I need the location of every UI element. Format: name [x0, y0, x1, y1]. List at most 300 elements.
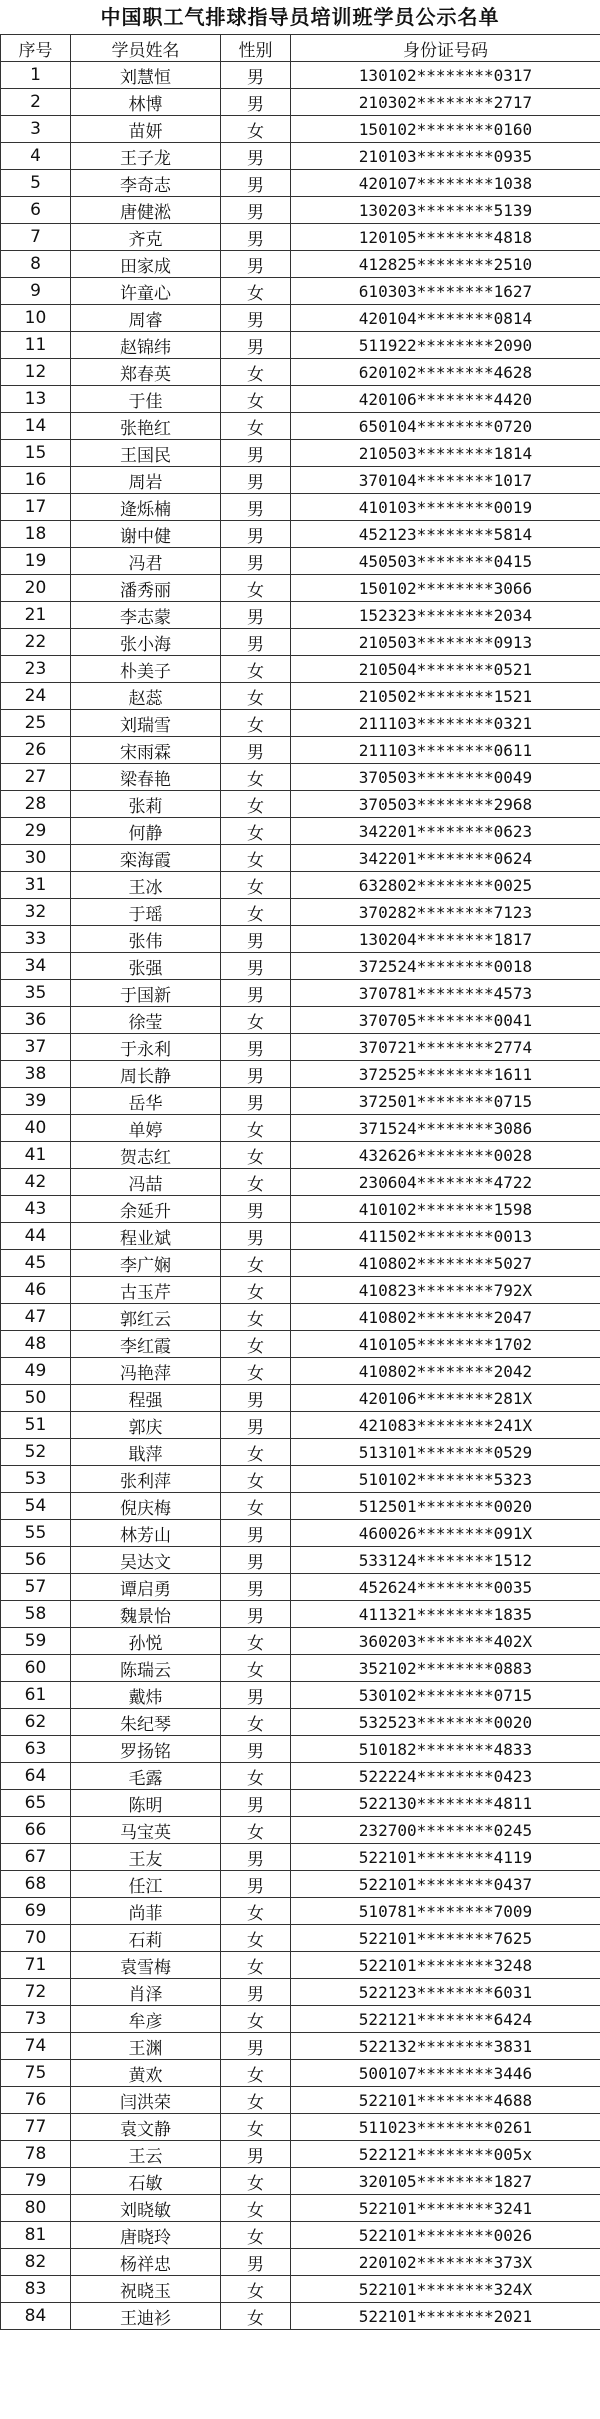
id-number: 510781********7009: [291, 1898, 600, 1925]
gender: 女: [221, 791, 291, 818]
id-number: 632802********0025: [291, 872, 600, 899]
id-number: 420106********4420: [291, 386, 600, 413]
student-name: 袁文静: [71, 2114, 221, 2141]
row-index: 39: [1, 1088, 71, 1115]
page-title: 中国职工气排球指导员培训班学员公示名单: [100, 5, 500, 29]
table-row: [1, 251, 600, 278]
student-name: 宋雨霖: [71, 737, 221, 764]
student-name: 任江: [71, 1871, 221, 1898]
row-index: 4: [1, 143, 71, 170]
row-index: 76: [1, 2087, 71, 2114]
id-number: 230604********4722: [291, 1169, 600, 1196]
row-index: 3: [1, 116, 71, 143]
table-row: [1, 2114, 600, 2141]
table-row: [1, 1574, 600, 1601]
row-index: 13: [1, 386, 71, 413]
gender: 男: [221, 440, 291, 467]
gender: 女: [221, 278, 291, 305]
gender: 女: [221, 1466, 291, 1493]
gender: 男: [221, 548, 291, 575]
row-index: 56: [1, 1547, 71, 1574]
table-row: [1, 2006, 600, 2033]
gender: 女: [221, 818, 291, 845]
student-name: 李红霞: [71, 1331, 221, 1358]
gender: 女: [221, 386, 291, 413]
id-number: 410105********1702: [291, 1331, 600, 1358]
gender: 男: [221, 305, 291, 332]
id-number: 452624********0035: [291, 1574, 600, 1601]
table-row: [1, 1196, 600, 1223]
student-name: 魏景怡: [71, 1601, 221, 1628]
table-row: [1, 305, 600, 332]
table-row: [1, 1439, 600, 1466]
row-index: 84: [1, 2303, 71, 2330]
row-index: 71: [1, 1952, 71, 1979]
row-index: 52: [1, 1439, 71, 1466]
student-name: 肖泽: [71, 1979, 221, 2006]
table-row: [1, 683, 600, 710]
row-index: 20: [1, 575, 71, 602]
id-number: 410103********0019: [291, 494, 600, 521]
student-name: 岳华: [71, 1088, 221, 1115]
table-row: [1, 1601, 600, 1628]
row-index: 34: [1, 953, 71, 980]
student-name: 梁春艳: [71, 764, 221, 791]
table-row: [1, 1142, 600, 1169]
table-row: [1, 440, 600, 467]
student-name: 石敏: [71, 2168, 221, 2195]
gender: 男: [221, 926, 291, 953]
row-index: 8: [1, 251, 71, 278]
student-name: 郭红云: [71, 1304, 221, 1331]
row-index: 41: [1, 1142, 71, 1169]
student-name: 张莉: [71, 791, 221, 818]
table-row: [1, 899, 600, 926]
student-name: 王云: [71, 2141, 221, 2168]
row-index: 64: [1, 1763, 71, 1790]
id-number: 522130********4811: [291, 1790, 600, 1817]
table-row: [1, 1385, 600, 1412]
row-index: 70: [1, 1925, 71, 1952]
table-row: [1, 2168, 600, 2195]
student-name: 冯君: [71, 548, 221, 575]
student-name: 齐克: [71, 224, 221, 251]
table-row: [1, 2060, 600, 2087]
student-name: 闫洪荣: [71, 2087, 221, 2114]
id-number: 510182********4833: [291, 1736, 600, 1763]
id-number: 211103********0321: [291, 710, 600, 737]
id-number: 410823********792X: [291, 1277, 600, 1304]
table-row: [1, 2033, 600, 2060]
row-index: 44: [1, 1223, 71, 1250]
row-index: 31: [1, 872, 71, 899]
table-row: [1, 1034, 600, 1061]
table-row: [1, 845, 600, 872]
row-index: 58: [1, 1601, 71, 1628]
table-row: [1, 1952, 600, 1979]
row-index: 66: [1, 1817, 71, 1844]
id-number: 522224********0423: [291, 1763, 600, 1790]
gender: 女: [221, 1709, 291, 1736]
id-number: 150102********0160: [291, 116, 600, 143]
id-number: 530102********0715: [291, 1682, 600, 1709]
gender: 男: [221, 1412, 291, 1439]
table-row: [1, 1979, 600, 2006]
student-name: 程业斌: [71, 1223, 221, 1250]
row-index: 72: [1, 1979, 71, 2006]
table-row: [1, 89, 600, 116]
table-row: [1, 1412, 600, 1439]
student-name: 王渊: [71, 2033, 221, 2060]
student-name: 王国民: [71, 440, 221, 467]
row-index: 16: [1, 467, 71, 494]
table-row: [1, 170, 600, 197]
id-number: 372525********1611: [291, 1061, 600, 1088]
student-name: 张利萍: [71, 1466, 221, 1493]
id-number: 410802********2042: [291, 1358, 600, 1385]
table-row: [1, 1304, 600, 1331]
row-index: 5: [1, 170, 71, 197]
id-number: 370781********4573: [291, 980, 600, 1007]
row-index: 67: [1, 1844, 71, 1871]
row-index: 40: [1, 1115, 71, 1142]
header-index: 序号: [1, 35, 71, 62]
gender: 男: [221, 2141, 291, 2168]
row-index: 83: [1, 2276, 71, 2303]
row-index: 53: [1, 1466, 71, 1493]
gender: 男: [221, 494, 291, 521]
gender: 女: [221, 2087, 291, 2114]
student-name: 刘瑞雪: [71, 710, 221, 737]
table-row: [1, 1331, 600, 1358]
id-number: 522101********4119: [291, 1844, 600, 1871]
table-row: [1, 1925, 600, 1952]
student-name: 吴达文: [71, 1547, 221, 1574]
row-index: 29: [1, 818, 71, 845]
gender: 女: [221, 1358, 291, 1385]
student-name: 古玉芹: [71, 1277, 221, 1304]
id-number: 522101********0437: [291, 1871, 600, 1898]
gender: 女: [221, 872, 291, 899]
gender: 女: [221, 2168, 291, 2195]
row-index: 50: [1, 1385, 71, 1412]
id-number: 210503********1814: [291, 440, 600, 467]
student-name: 陈明: [71, 1790, 221, 1817]
id-number: 522101********3248: [291, 1952, 600, 1979]
gender: 女: [221, 359, 291, 386]
id-number: 410802********5027: [291, 1250, 600, 1277]
table-row: [1, 1169, 600, 1196]
student-name: 谭启勇: [71, 1574, 221, 1601]
id-number: 610303********1627: [291, 278, 600, 305]
id-number: 320105********1827: [291, 2168, 600, 2195]
id-number: 371524********3086: [291, 1115, 600, 1142]
table-row: [1, 1790, 600, 1817]
table-body: [1, 62, 600, 2330]
id-number: 522121********6424: [291, 2006, 600, 2033]
gender: 男: [221, 737, 291, 764]
gender: 男: [221, 332, 291, 359]
gender: 男: [221, 980, 291, 1007]
student-name: 于国新: [71, 980, 221, 1007]
table-row: [1, 2276, 600, 2303]
table-row: [1, 2303, 600, 2330]
id-number: 210103********0935: [291, 143, 600, 170]
table-row: [1, 737, 600, 764]
table-row: [1, 1007, 600, 1034]
student-name: 郑春英: [71, 359, 221, 386]
gender: 女: [221, 116, 291, 143]
id-number: 421083********241X: [291, 1412, 600, 1439]
row-index: 77: [1, 2114, 71, 2141]
gender: 男: [221, 170, 291, 197]
student-name: 赵蕊: [71, 683, 221, 710]
table-row: [1, 629, 600, 656]
row-index: 82: [1, 2249, 71, 2276]
student-name: 田家成: [71, 251, 221, 278]
gender: 女: [221, 2195, 291, 2222]
id-number: 522101********2021: [291, 2303, 600, 2330]
id-number: 411502********0013: [291, 1223, 600, 1250]
table-row: [1, 1763, 600, 1790]
gender: 男: [221, 1574, 291, 1601]
table-row: [1, 926, 600, 953]
student-name: 苗妍: [71, 116, 221, 143]
row-index: 55: [1, 1520, 71, 1547]
student-name: 唐健淞: [71, 197, 221, 224]
id-number: 510102********5323: [291, 1466, 600, 1493]
table-row: [1, 791, 600, 818]
gender: 男: [221, 1385, 291, 1412]
row-index: 80: [1, 2195, 71, 2222]
gender: 女: [221, 1115, 291, 1142]
row-index: 6: [1, 197, 71, 224]
id-number: 522132********3831: [291, 2033, 600, 2060]
gender: 女: [221, 1763, 291, 1790]
gender: 女: [221, 2276, 291, 2303]
row-index: 28: [1, 791, 71, 818]
table-header-row: [1, 35, 600, 62]
row-index: 2: [1, 89, 71, 116]
table-row: [1, 413, 600, 440]
id-number: 522123********6031: [291, 1979, 600, 2006]
id-number: 130203********5139: [291, 197, 600, 224]
student-name: 李奇志: [71, 170, 221, 197]
student-name: 余延升: [71, 1196, 221, 1223]
row-index: 38: [1, 1061, 71, 1088]
row-index: 60: [1, 1655, 71, 1682]
header-name: 学员姓名: [71, 35, 221, 62]
gender: 男: [221, 1223, 291, 1250]
row-index: 22: [1, 629, 71, 656]
gender: 男: [221, 1601, 291, 1628]
id-number: 522121********005x: [291, 2141, 600, 2168]
gender: 男: [221, 1034, 291, 1061]
id-number: 420104********0814: [291, 305, 600, 332]
gender: 男: [221, 1547, 291, 1574]
student-name: 马宝英: [71, 1817, 221, 1844]
row-index: 42: [1, 1169, 71, 1196]
row-index: 1: [1, 62, 71, 89]
student-name: 牟彦: [71, 2006, 221, 2033]
row-index: 48: [1, 1331, 71, 1358]
table-row: [1, 1061, 600, 1088]
student-name: 张伟: [71, 926, 221, 953]
row-index: 18: [1, 521, 71, 548]
row-index: 27: [1, 764, 71, 791]
gender: 女: [221, 1952, 291, 1979]
table-row: [1, 575, 600, 602]
gender: 女: [221, 1169, 291, 1196]
row-index: 32: [1, 899, 71, 926]
row-index: 25: [1, 710, 71, 737]
table-row: [1, 2249, 600, 2276]
row-index: 45: [1, 1250, 71, 1277]
id-number: 511023********0261: [291, 2114, 600, 2141]
row-index: 19: [1, 548, 71, 575]
student-name: 栾海霞: [71, 845, 221, 872]
id-number: 352102********0883: [291, 1655, 600, 1682]
table-row: [1, 1817, 600, 1844]
student-name: 林芳山: [71, 1520, 221, 1547]
table-row: [1, 1493, 600, 1520]
student-name: 刘晓敏: [71, 2195, 221, 2222]
id-number: 130102********0317: [291, 62, 600, 89]
row-index: 59: [1, 1628, 71, 1655]
student-name: 冯艳萍: [71, 1358, 221, 1385]
row-index: 54: [1, 1493, 71, 1520]
student-name: 朱纪琴: [71, 1709, 221, 1736]
row-index: 24: [1, 683, 71, 710]
table-row: [1, 143, 600, 170]
gender: 女: [221, 1331, 291, 1358]
gender: 女: [221, 2114, 291, 2141]
id-number: 512501********0020: [291, 1493, 600, 1520]
id-number: 211103********0611: [291, 737, 600, 764]
table-row: [1, 1115, 600, 1142]
table-row: [1, 980, 600, 1007]
id-number: 420106********281X: [291, 1385, 600, 1412]
id-number: 372501********0715: [291, 1088, 600, 1115]
student-name: 徐莹: [71, 1007, 221, 1034]
row-index: 75: [1, 2060, 71, 2087]
gender: 男: [221, 62, 291, 89]
gender: 女: [221, 1628, 291, 1655]
table-row: [1, 1871, 600, 1898]
student-name: 于佳: [71, 386, 221, 413]
id-number: 511922********2090: [291, 332, 600, 359]
student-name: 王子龙: [71, 143, 221, 170]
gender: 女: [221, 1142, 291, 1169]
student-name: 黄欢: [71, 2060, 221, 2087]
row-index: 68: [1, 1871, 71, 1898]
roster-table: [0, 34, 600, 2330]
student-name: 单婷: [71, 1115, 221, 1142]
gender: 男: [221, 197, 291, 224]
table-row: [1, 467, 600, 494]
row-index: 73: [1, 2006, 71, 2033]
id-number: 232700********0245: [291, 1817, 600, 1844]
gender: 男: [221, 1979, 291, 2006]
table-row: [1, 2222, 600, 2249]
table-row: [1, 1223, 600, 1250]
student-name: 袁雪梅: [71, 1952, 221, 1979]
student-name: 冯喆: [71, 1169, 221, 1196]
id-number: 412825********2510: [291, 251, 600, 278]
gender: 女: [221, 1898, 291, 1925]
id-number: 420107********1038: [291, 170, 600, 197]
id-number: 460026********091X: [291, 1520, 600, 1547]
gender: 女: [221, 845, 291, 872]
table-row: [1, 602, 600, 629]
table-row: [1, 386, 600, 413]
gender: 男: [221, 224, 291, 251]
student-name: 张强: [71, 953, 221, 980]
row-index: 61: [1, 1682, 71, 1709]
gender: 男: [221, 1520, 291, 1547]
gender: 女: [221, 1304, 291, 1331]
table-row: [1, 62, 600, 89]
student-name: 许童心: [71, 278, 221, 305]
id-number: 533124********1512: [291, 1547, 600, 1574]
table-row: [1, 953, 600, 980]
row-index: 49: [1, 1358, 71, 1385]
table-row: [1, 656, 600, 683]
id-number: 513101********0529: [291, 1439, 600, 1466]
gender: 女: [221, 2303, 291, 2330]
gender: 男: [221, 251, 291, 278]
gender: 女: [221, 1007, 291, 1034]
gender: 女: [221, 2006, 291, 2033]
gender: 男: [221, 1790, 291, 1817]
row-index: 23: [1, 656, 71, 683]
student-name: 潘秀丽: [71, 575, 221, 602]
student-name: 于瑶: [71, 899, 221, 926]
id-number: 150102********3066: [291, 575, 600, 602]
id-number: 220102********373X: [291, 2249, 600, 2276]
table-row: [1, 2087, 600, 2114]
gender: 女: [221, 2222, 291, 2249]
row-index: 57: [1, 1574, 71, 1601]
student-name: 周长静: [71, 1061, 221, 1088]
student-name: 陈瑞云: [71, 1655, 221, 1682]
table-row: [1, 1655, 600, 1682]
id-number: 210302********2717: [291, 89, 600, 116]
row-index: 81: [1, 2222, 71, 2249]
table-row: [1, 1628, 600, 1655]
table-row: [1, 1547, 600, 1574]
table-row: [1, 1277, 600, 1304]
id-number: 650104********0720: [291, 413, 600, 440]
id-number: 450503********0415: [291, 548, 600, 575]
id-number: 210503********0913: [291, 629, 600, 656]
row-index: 7: [1, 224, 71, 251]
table-row: [1, 521, 600, 548]
row-index: 30: [1, 845, 71, 872]
student-name: 朴美子: [71, 656, 221, 683]
student-name: 尚菲: [71, 1898, 221, 1925]
id-number: 210502********1521: [291, 683, 600, 710]
table-row: [1, 1358, 600, 1385]
gender: 男: [221, 1871, 291, 1898]
gender: 女: [221, 899, 291, 926]
gender: 男: [221, 1682, 291, 1709]
gender: 男: [221, 1061, 291, 1088]
table-row: [1, 1709, 600, 1736]
student-name: 张艳红: [71, 413, 221, 440]
student-name: 逄烁楠: [71, 494, 221, 521]
gender: 男: [221, 1196, 291, 1223]
